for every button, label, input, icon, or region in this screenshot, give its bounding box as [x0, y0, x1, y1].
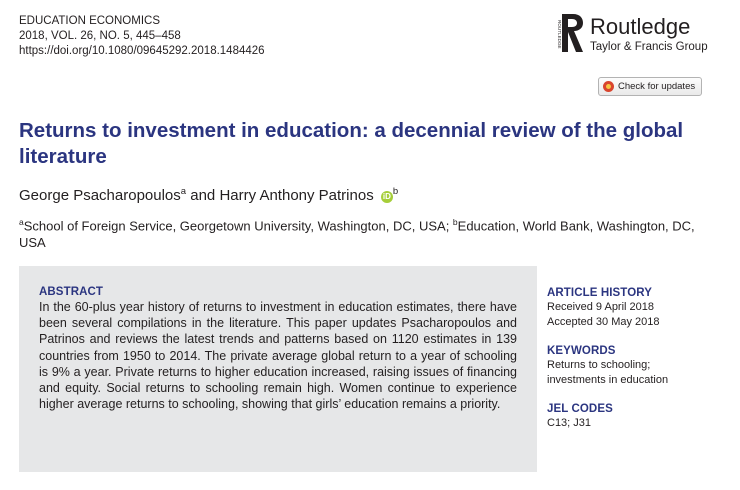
- jel-heading: JEL CODES: [547, 403, 613, 415]
- author-name[interactable]: George Psacharopoulos: [19, 187, 181, 204]
- abstract-heading: ABSTRACT: [39, 286, 104, 298]
- check-for-updates-label: Check for updates: [618, 81, 696, 92]
- history-heading: ARTICLE HISTORY: [547, 287, 653, 299]
- jel-text: C13; J31: [547, 417, 592, 429]
- affiliations: [19, 214, 719, 251]
- keywords: [547, 344, 727, 388]
- jel-codes: [547, 402, 727, 431]
- author-conjunction: and: [190, 187, 216, 204]
- affil-marker: b: [452, 217, 458, 227]
- journal-volume: 2018, VOL. 26, NO. 5, 445–458: [19, 30, 181, 42]
- orcid-icon[interactable]: iD: [382, 192, 391, 201]
- received-date: Received 9 April 2018: [547, 301, 655, 313]
- keywords-heading: KEYWORDS: [547, 345, 616, 357]
- doi-link[interactable]: https://doi.org/10.1080/09645292.2018.1484426: [19, 45, 265, 57]
- keywords-text: Returns to schooling; investments in education: [547, 359, 669, 386]
- article-sidebar: [547, 286, 727, 445]
- crossmark-icon: [603, 81, 614, 92]
- author-name[interactable]: Harry Anthony Patrinos: [219, 187, 374, 204]
- article-title: Returns to investment in education: a decennial review of the global literature: [19, 119, 684, 168]
- routledge-logo: [556, 12, 716, 60]
- journal-name: EDUCATION ECONOMICS: [19, 15, 160, 27]
- abstract-text: In the 60-plus year history of returns to investment in education estimates, there have been several compilations in the literature. This paper updates Psacharopoulos and Patrinos and reviews the latest trends and patterns based on 1120 estimates in 139 countries from 1950 to 2014. The private average global return to a year of schooling is 9% a year. Private returns to higher education increased, raising issues of financing and equity. Social returns to schooling remain high. Women continue to experience higher average returns to schooling, showing that girls’ education remains a priority.: [39, 300, 517, 412]
- check-for-updates-button[interactable]: [598, 77, 702, 96]
- article-history: [547, 286, 727, 330]
- routledge-logo-icon: [556, 12, 586, 56]
- abstract-box: [19, 266, 537, 472]
- publisher-name: Routledge: [590, 14, 691, 39]
- affil-marker: a: [19, 217, 24, 227]
- affiliation-a: School of Foreign Service, Georgetown University, Washington, DC, USA;: [23, 218, 453, 234]
- journal-info: [19, 14, 265, 59]
- publisher-group: Taylor & Francis Group: [590, 41, 708, 53]
- author-affil-marker: a: [180, 186, 187, 197]
- logo-mark-text: ROUTLEDGE: [557, 20, 562, 49]
- affiliation-b: Education, World Bank, Washington, DC, USA: [19, 218, 695, 251]
- accepted-date: Accepted 30 May 2018: [547, 316, 660, 328]
- author-line: [19, 182, 398, 206]
- author-affil-marker: b: [392, 186, 399, 197]
